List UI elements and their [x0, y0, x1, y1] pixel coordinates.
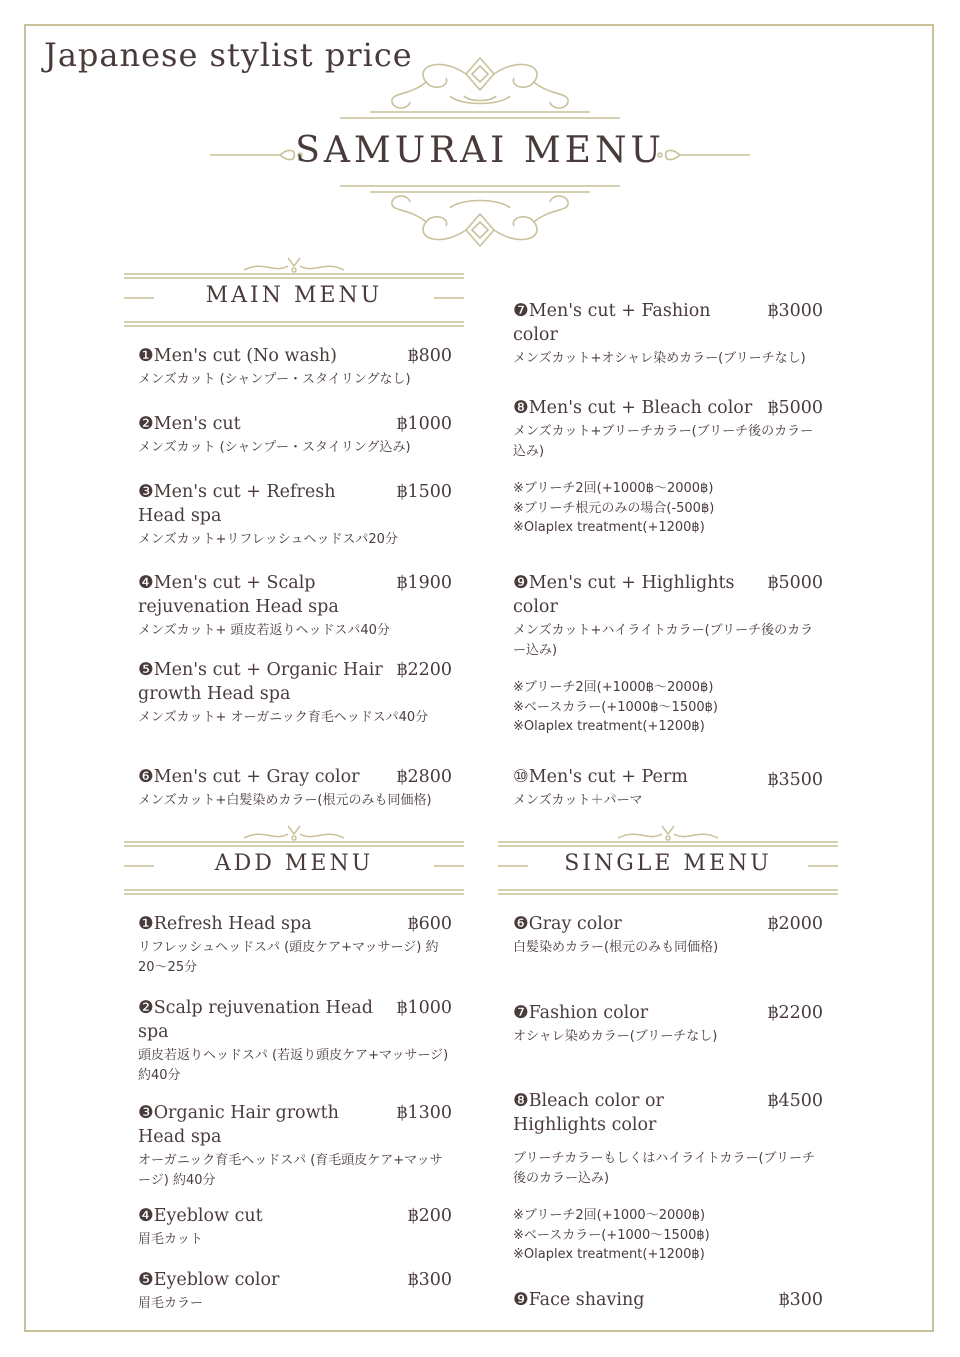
note-line: ※ブリーチ2回(+1000฿〜2000฿)	[513, 680, 714, 695]
item-japanese: メンズカット+オシャレ染めカラー(ブリーチなし)	[513, 351, 806, 366]
item-japanese: 頭皮若返りヘッドスパ (若返り頭皮ケア+マッサージ) 約40分	[138, 1048, 449, 1083]
note-line: ※ブリーチ根元のみの場合(-500฿)	[513, 500, 715, 516]
single-menu-header	[498, 820, 838, 900]
item-name: ❹Men's cut + Scalp rejuvenation Head spa	[138, 573, 339, 617]
item-name: ⑩Men's cut + Perm	[513, 767, 688, 787]
menu-item	[138, 480, 452, 550]
item-price: ฿2800	[396, 767, 452, 787]
item-price: ฿2200	[767, 1003, 823, 1023]
item-name: ❶Refresh Head spa	[138, 914, 312, 934]
item-name: ❾Men's cut + Highlights color	[513, 573, 735, 617]
item-japanese: オシャレ染めカラー(ブリーチなし)	[513, 1029, 718, 1044]
item-japanese: リフレッシュヘッドスパ (頭皮ケア+マッサージ) 約20〜25分	[138, 940, 439, 975]
item-japanese: メンズカット+ハイライトカラー(ブリーチ後のカラー込み)	[513, 623, 814, 658]
menu-item	[138, 658, 452, 728]
item-notes	[513, 479, 823, 538]
menu-item	[138, 571, 452, 641]
main-menu-title: MAIN MENU	[205, 283, 383, 308]
item-japanese: 眉毛カット	[138, 1232, 203, 1247]
stylist-price-heading: Japanese stylist price	[44, 36, 413, 74]
note-line: ※Olaplex treatment(+1200฿)	[513, 719, 705, 734]
item-name: ❺Men's cut + Organic Hair growth Head spa	[138, 660, 383, 704]
item-name: ❺Eyeblow color	[138, 1270, 280, 1290]
item-price: ฿2200	[396, 660, 452, 680]
item-price: ฿3500	[767, 770, 823, 790]
item-name: ❻Gray color	[513, 914, 622, 934]
menu-item	[513, 1288, 823, 1312]
item-price: ฿4500	[767, 1091, 823, 1111]
menu-item	[138, 1101, 452, 1190]
menu-item	[513, 912, 823, 958]
item-notes	[513, 1206, 823, 1265]
menu-item	[513, 396, 823, 538]
item-name: ❻Men's cut + Gray color	[138, 767, 360, 787]
item-price: ฿300	[407, 1270, 452, 1290]
item-price: ฿300	[778, 1290, 823, 1310]
item-japanese: 白髪染めカラー(根元のみも同価格)	[513, 940, 719, 955]
menu-item	[138, 1204, 452, 1250]
menu-item	[138, 344, 452, 390]
item-price: ฿800	[407, 346, 452, 366]
note-line: ※ベースカラー(+1000฿〜1500฿)	[513, 699, 718, 715]
item-name: ❷Scalp rejuvenation Head spa	[138, 998, 373, 1042]
item-japanese: メンズカット+ 頭皮若返りヘッドスパ40分	[138, 623, 390, 638]
item-japanese: 眉毛カラー	[138, 1296, 204, 1311]
item-price: ฿3000	[767, 301, 823, 321]
item-price: ฿2000	[767, 914, 823, 934]
add-menu-title: ADD MENU	[214, 851, 374, 876]
menu-item	[513, 765, 823, 811]
item-name: ❼Fashion color	[513, 1003, 649, 1023]
item-japanese: メンズカット＋パーマ	[513, 793, 643, 808]
item-name: ❾Face shaving	[513, 1290, 645, 1310]
note-line: ※Olaplex treatment(+1200฿)	[513, 520, 705, 535]
item-japanese: メンズカット+リフレッシュヘッドスパ20分	[138, 532, 398, 547]
item-price: ฿1300	[396, 1103, 452, 1123]
item-price: ฿1900	[396, 573, 452, 593]
add-menu-header	[124, 820, 464, 900]
item-price: ฿600	[407, 914, 452, 934]
item-price: ฿5000	[767, 573, 823, 593]
top-ornament	[330, 52, 630, 124]
item-price: ฿5000	[767, 398, 823, 418]
item-price: ฿200	[407, 1206, 452, 1226]
item-name: ❶Men's cut (No wash)	[138, 346, 337, 366]
menu-item	[513, 1001, 823, 1047]
menu-item	[138, 996, 452, 1085]
main-menu-header	[124, 252, 464, 332]
item-japanese: メンズカット+白髪染めカラー(根元のみも同価格)	[138, 793, 432, 808]
item-name: ❽Bleach color or Highlights color	[513, 1091, 664, 1135]
item-name: ❸Men's cut + Refresh Head spa	[138, 482, 336, 526]
item-price: ฿1000	[396, 414, 452, 434]
menu-title: SAMURAI MENU	[295, 130, 665, 171]
item-name: ❹Eyeblow cut	[138, 1206, 263, 1226]
item-notes	[513, 678, 823, 737]
menu-item	[138, 1268, 452, 1314]
note-line: ※ベースカラー(+1000〜1500฿)	[513, 1227, 710, 1243]
menu-item	[138, 912, 452, 977]
item-japanese: オーガニック育毛ヘッドスパ (育毛頭皮ケア+マッサージ) 約40分	[138, 1153, 443, 1188]
item-price: ฿1000	[396, 998, 452, 1018]
menu-item	[513, 299, 823, 369]
note-line: ※ブリーチ2回(+1000฿〜2000฿)	[513, 481, 714, 496]
menu-item	[513, 1089, 823, 1265]
item-name: ❼Men's cut + Fashion color	[513, 301, 711, 345]
menu-item	[138, 412, 452, 458]
item-name: ❽Men's cut + Bleach color	[513, 398, 753, 418]
note-line: ※Olaplex treatment(+1200฿)	[513, 1247, 705, 1262]
single-menu-title: SINGLE MENU	[564, 851, 772, 876]
item-name: ❷Men's cut	[138, 414, 241, 434]
bottom-ornament	[330, 180, 630, 252]
item-name: ❸Organic Hair growth Head spa	[138, 1103, 339, 1147]
item-japanese: メンズカット (シャンプー・スタイリングなし)	[138, 372, 411, 387]
menu-item	[138, 765, 452, 811]
note-line: ※ブリーチ2回(+1000〜2000฿)	[513, 1208, 706, 1223]
item-japanese: メンズカット+ブリーチカラー(ブリーチ後のカラー込み)	[513, 424, 814, 459]
menu-item	[513, 571, 823, 737]
item-price: ฿1500	[396, 482, 452, 502]
title-rule-right	[655, 146, 750, 164]
item-japanese: メンズカット+ オーガニック育毛ヘッドスパ40分	[138, 710, 429, 725]
item-japanese: ブリーチカラーもしくはハイライトカラー(ブリーチ後のカラー込み)	[513, 1151, 815, 1186]
item-japanese: メンズカット (シャンプー・スタイリング込み)	[138, 440, 411, 455]
